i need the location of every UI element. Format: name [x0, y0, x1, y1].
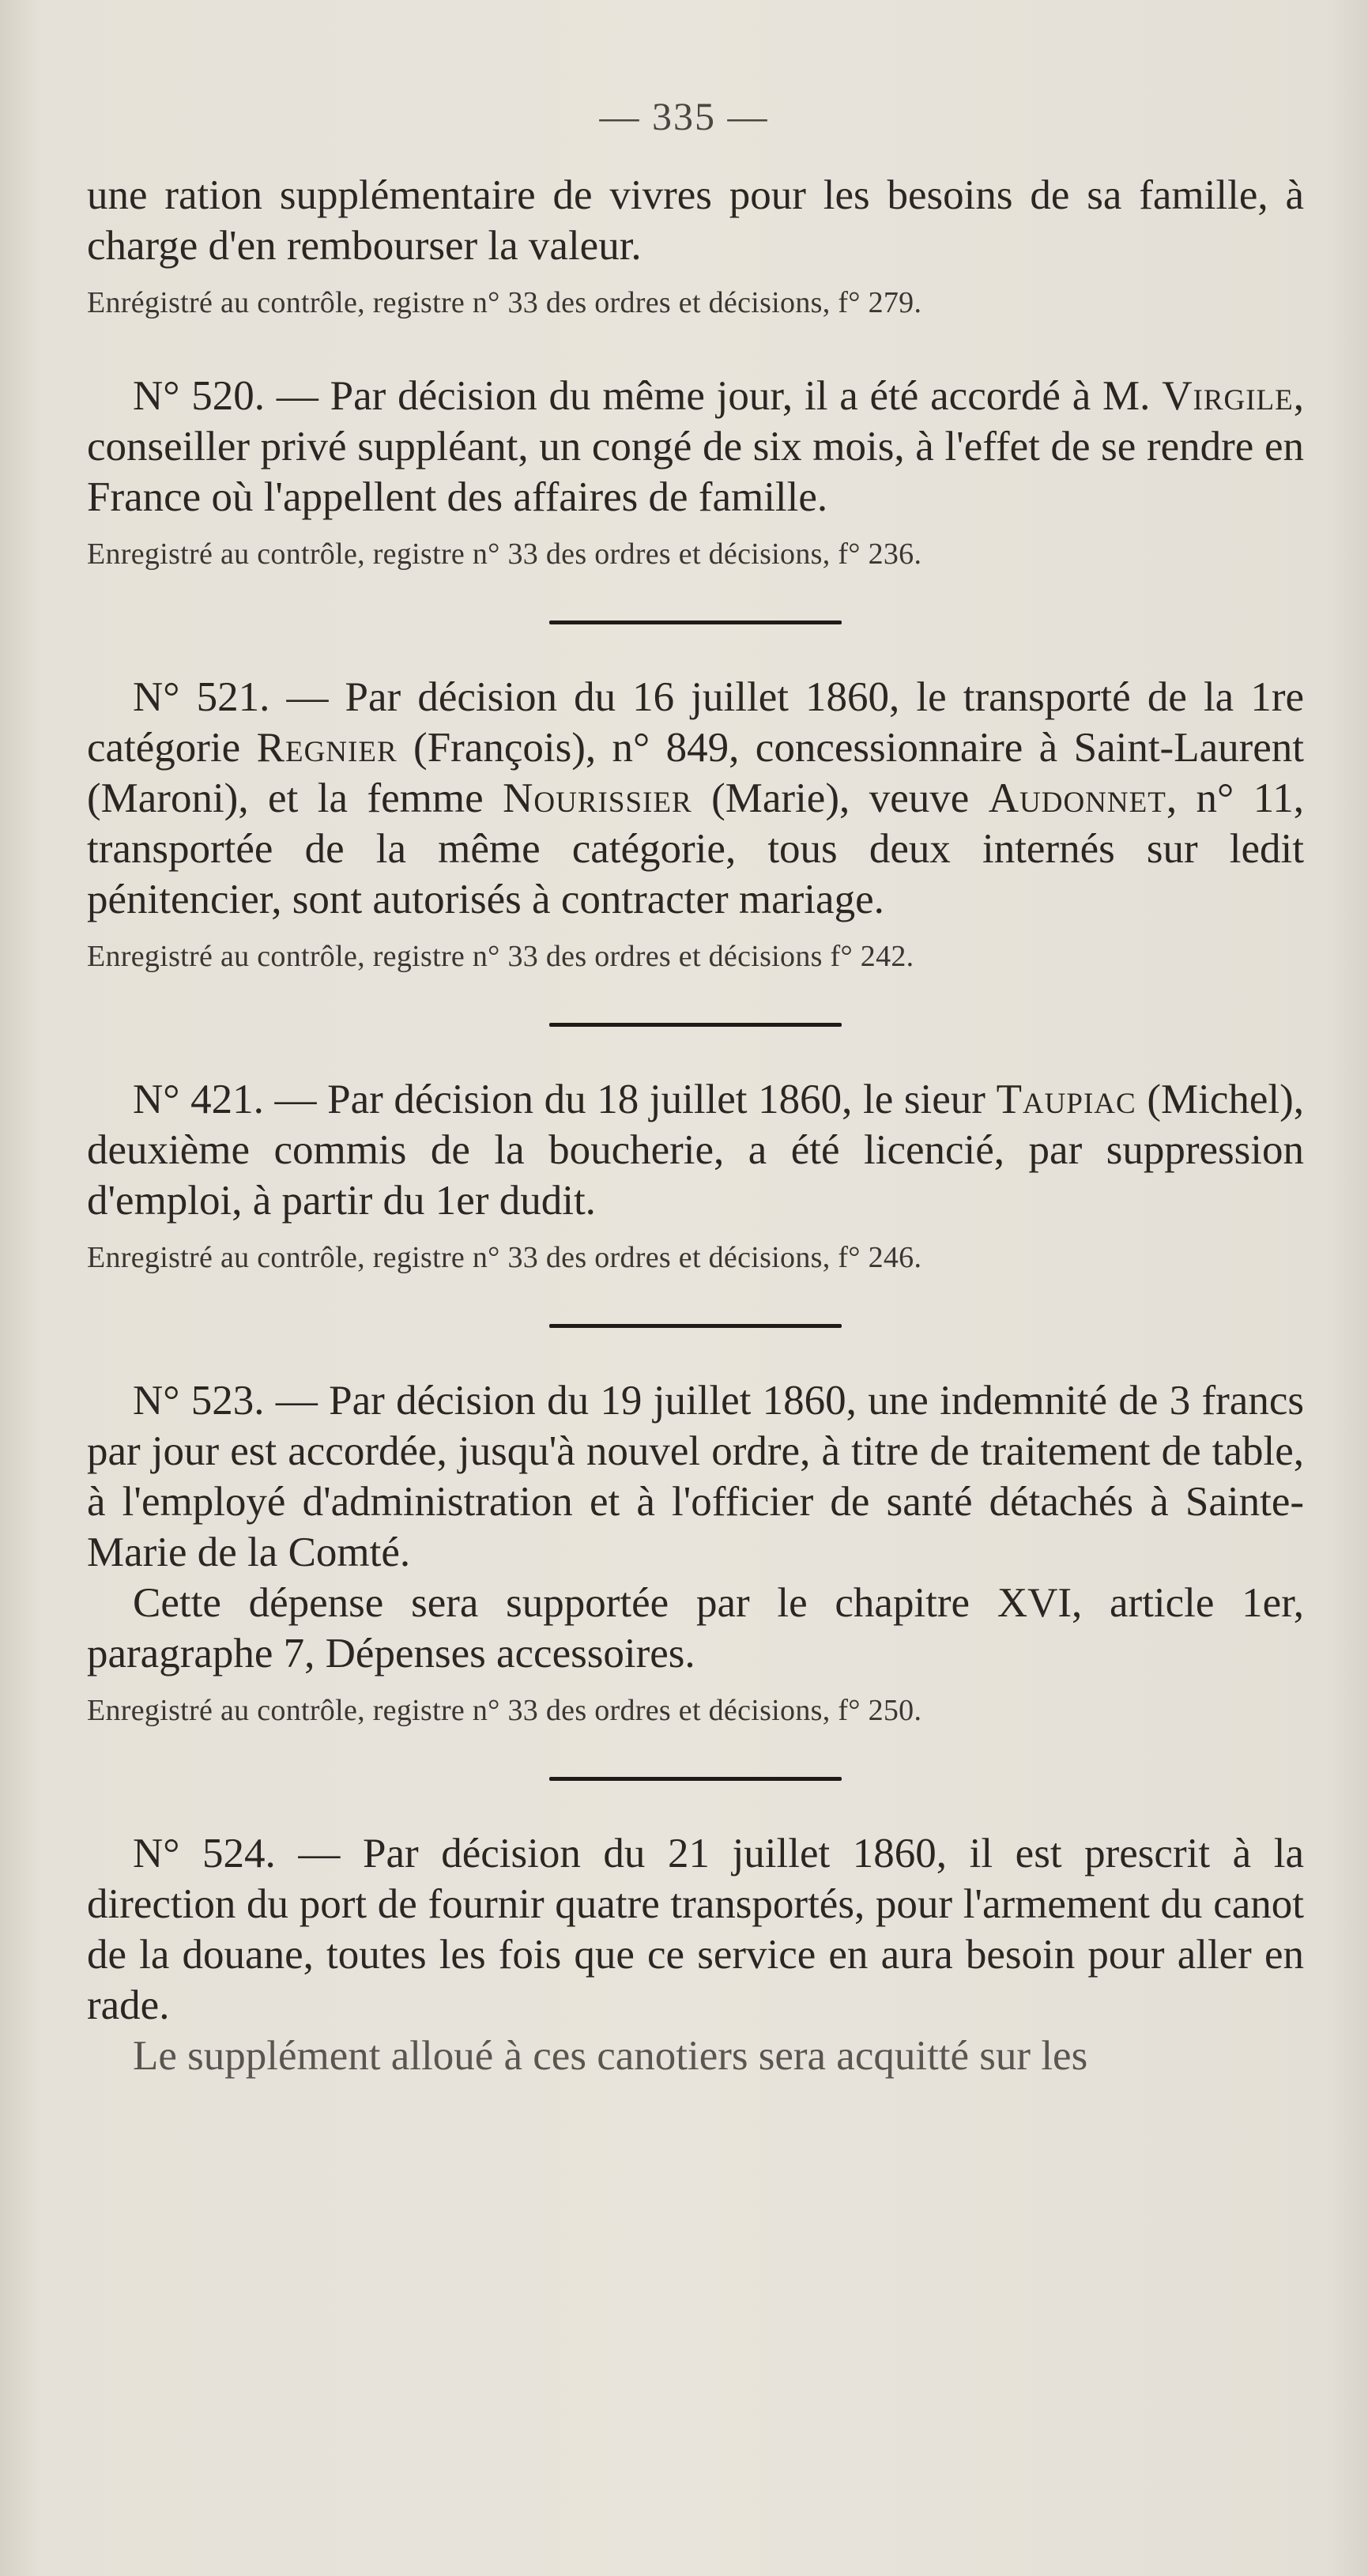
- section-divider: [549, 1324, 842, 1328]
- register-note: Enregistré au contrôle, registre n° 33 des ordres et décisions f° 242.: [87, 940, 914, 973]
- entry-521-part: (François), n° 849, concessionnaire à Saint-Laurent (Maroni), et la femme: [87, 725, 1305, 821]
- entry-521-part: , n° 11, transportée de la même catégorie, tous deux internés sur ledit pénitencier, sont autorisés à contracter mariage.: [87, 775, 1305, 922]
- entry-520: [87, 371, 1304, 522]
- entry-421-name: Taupiac: [996, 1077, 1136, 1122]
- entry-521-name: Nourissier: [503, 775, 692, 821]
- entry-523-continuation: Cette dépense sera supportée par le chapitre XVI, article 1er, paragraphe 7, Dépenses accessoires.: [87, 1580, 1304, 1676]
- entry-523: N° 523. — Par décision du 19 juillet 1860, une indemnité de 3 francs par jour est accordée, jusqu'à nouvel ordre, à titre de traitement de table, à l'employé d'administration et à l'officier de santé détachés à Sainte-Marie de la Comté.: [87, 1378, 1304, 1575]
- entry-524: N° 524. — Par décision du 21 juillet 1860, il est prescrit à la direction du port de fournir quatre transportés, pour l'armement du canot de la douane, toutes les fois que ce service en aura besoin pour aller en rade.: [87, 1831, 1304, 2028]
- entry-520-name: Virgile: [1162, 373, 1294, 419]
- entry-524-continuation: Le supplément alloué à ces canotiers sera acquitté sur les: [133, 2033, 1088, 2079]
- entry-520-rest: , conseiller privé suppléant, un congé de six mois, à l'effet de se rendre en France où l'appellent des affaires de famille.: [87, 373, 1304, 520]
- entry-520-prefix: N° 520. — Par décision du même jour, il a été accordé à M.: [133, 373, 1151, 419]
- entry-521-name: Audonnet: [988, 775, 1166, 821]
- register-note: Enregistré au contrôle, registre n° 33 des ordres et décisions, f° 246.: [87, 1241, 922, 1274]
- entry-421-rest: (Michel), deuxième commis de la boucherie, a été licencié, par suppression d'emploi, à partir du 1er dudit.: [87, 1077, 1305, 1224]
- register-note: Enregistré au contrôle, registre n° 33 des ordres et décisions, f° 236.: [87, 537, 922, 571]
- entry-421: [87, 1074, 1304, 1226]
- entry-421-prefix: N° 421. — Par décision du 18 juillet 1860, le sieur: [133, 1077, 985, 1122]
- section-divider: [549, 620, 842, 624]
- spacer: [87, 322, 1304, 371]
- section-divider: [549, 1023, 842, 1027]
- carryover-paragraph: une ration supplémentaire de vivres pour les besoins de sa famille, à charge d'en rembourser la valeur.: [87, 172, 1304, 269]
- page-number: — 335 —: [599, 94, 769, 138]
- entry-521: [87, 672, 1304, 925]
- entry-521-part: (Marie), veuve: [711, 775, 970, 821]
- section-divider: [549, 1777, 842, 1781]
- register-note: Enregistré au contrôle, registre n° 33 des ordres et décisions, f° 250.: [87, 1694, 922, 1727]
- entry-521-name: Regnier: [256, 725, 398, 771]
- entry-521-part: N° 521. — Par décision du 16 juillet 1860, le transporté de la 1re catégorie: [87, 674, 1304, 771]
- page-content: [87, 170, 1304, 2081]
- register-note: Enrégistré au contrôle, registre n° 33 des ordres et décisions, f° 279.: [87, 286, 922, 319]
